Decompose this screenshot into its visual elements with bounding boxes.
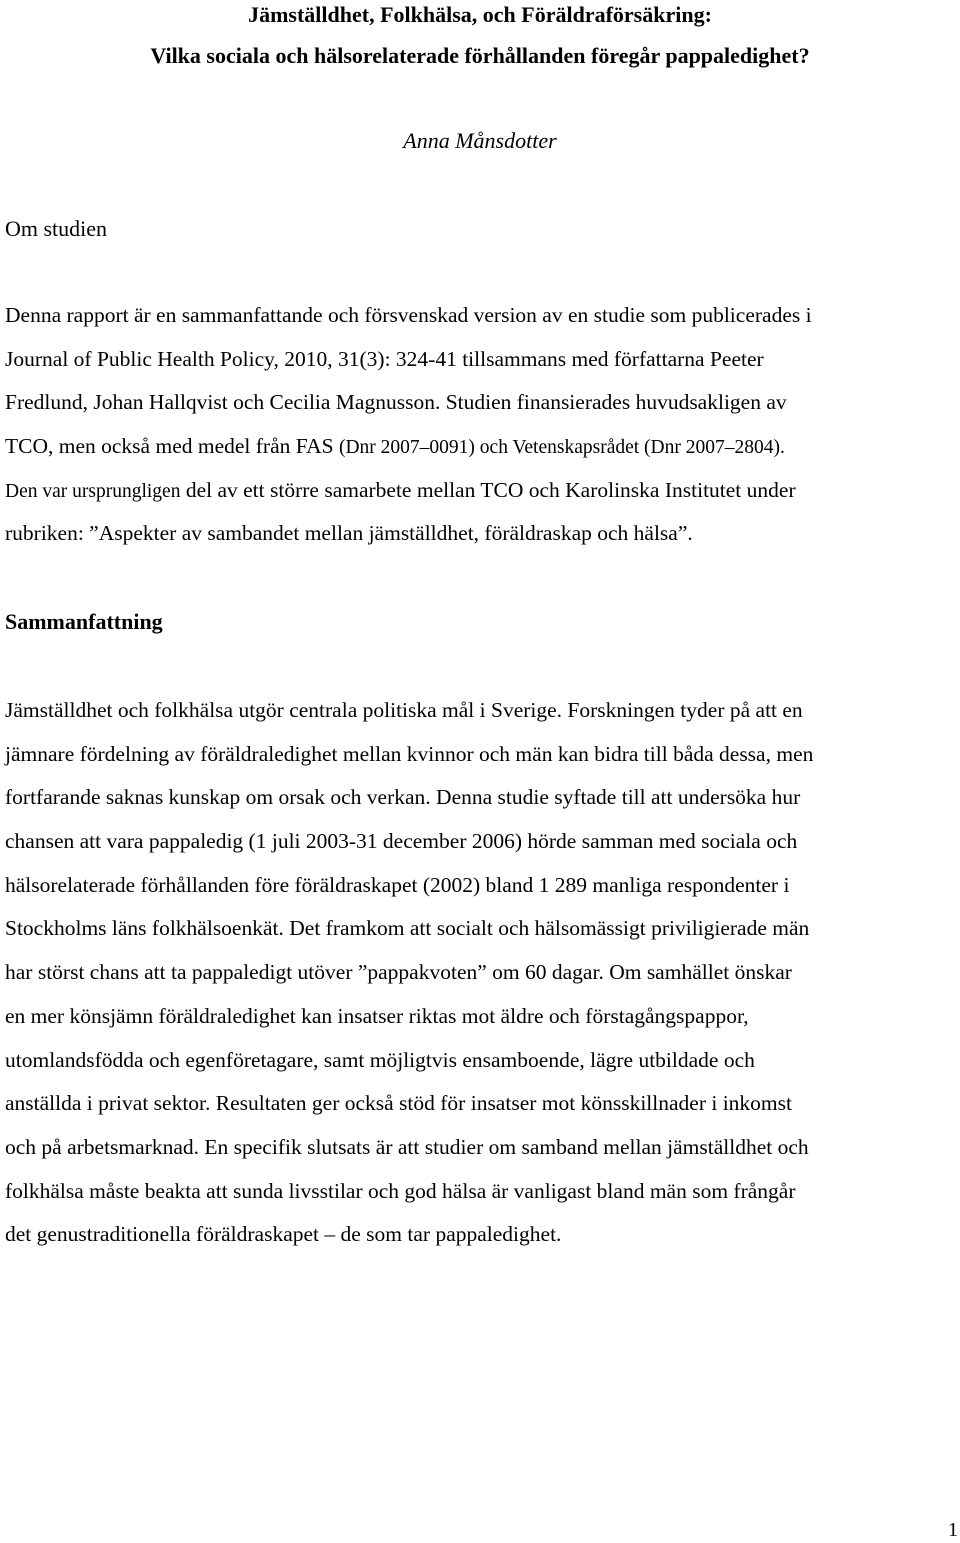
text-line: rubriken: ”Aspekter av sambandet mellan jämställdhet, föräldraskap och hälsa”. — [5, 521, 693, 546]
title-line-1: Jämställdhet, Folkhälsa, och Föräldraförsäkring: — [248, 2, 712, 27]
text-line — [5, 433, 957, 477]
text-line: chansen att vara pappaledig (1 juli 2003-31 december 2006) hörde samman med sociala och — [5, 829, 798, 854]
text-run: TCO, men också med medel från FAS — [5, 434, 339, 459]
author-name: Anna Månsdotter — [403, 128, 557, 153]
paragraph-sammanfattning — [5, 697, 957, 1265]
paragraph-om-studien — [5, 302, 957, 564]
text-line: utomlandsfödda och egenföretagare, samt möjligtvis ensamboende, lägre utbildade och — [5, 1047, 755, 1072]
section-heading-om-studien: Om studien — [5, 216, 108, 241]
text-line — [5, 477, 957, 521]
text-line: och på arbetsmarknad. En specifik slutsats är att studier om samband mellan jämställdhet och — [5, 1134, 809, 1159]
text-line: Denna rapport är en sammanfattande och försvenskad version av en studie som publicerades i — [5, 303, 812, 327]
text-line: Fredlund, Johan Hallqvist och Cecilia Magnusson. Studien finansierades huvudsakligen av — [5, 390, 787, 415]
text-line: Journal of Public Health Policy, 2010, 31(3): 324-41 tillsammans med författarna Peeter — [5, 346, 764, 371]
text-line: en mer könsjämn föräldraledighet kan insatser riktas mot äldre och förstagångspappor, — [5, 1003, 749, 1028]
text-line: har störst chans att ta pappaledigt utöver ”pappakvoten” om 60 dagar. Om samhället önskar — [5, 960, 792, 985]
text-line: folkhälsa måste beakta att sunda livsstilar och god hälsa är vanligast bland män som frångår — [5, 1178, 796, 1203]
section-heading-sammanfattning: Sammanfattning — [5, 609, 163, 634]
text-line: hälsorelaterade förhållanden före föräldraskapet (2002) bland 1 289 manliga respondenter i — [5, 872, 790, 897]
text-line: jämnare fördelning av föräldraledighet mellan kvinnor och män kan bidra till båda dessa, men — [5, 741, 814, 766]
page-number: 1 — [948, 1519, 958, 1541]
title-line-2: Vilka sociala och hälsorelaterade förhållanden föregår pappaledighet? — [150, 43, 810, 68]
text-run: del av ett större samarbete mellan TCO och Karolinska Institutet under — [180, 477, 796, 502]
text-line: Stockholms läns folkhälsoenkät. Det framkom att socialt och hälsomässigt priviligierade män — [5, 916, 810, 941]
text-run-small: (Dnr 2007–0091) och Vetenskapsrådet (Dnr 2007–2804). — [338, 437, 785, 459]
text-line: fortfarande saknas kunskap om orsak och verkan. Denna studie syftade till att undersöka hur — [5, 785, 801, 810]
text-run-small: Den var ursprungligen — [5, 480, 181, 502]
text-line: det genustraditionella föräldraskapet – de som tar pappaledighet. — [5, 1222, 562, 1247]
text-line: anställda i privat sektor. Resultaten ger också stöd för insatser mot könsskillnader i inkomst — [5, 1091, 792, 1116]
text-line: Jämställdhet och folkhälsa utgör centrala politiska mål i Sverige. Forskningen tyder på att en — [5, 698, 803, 722]
